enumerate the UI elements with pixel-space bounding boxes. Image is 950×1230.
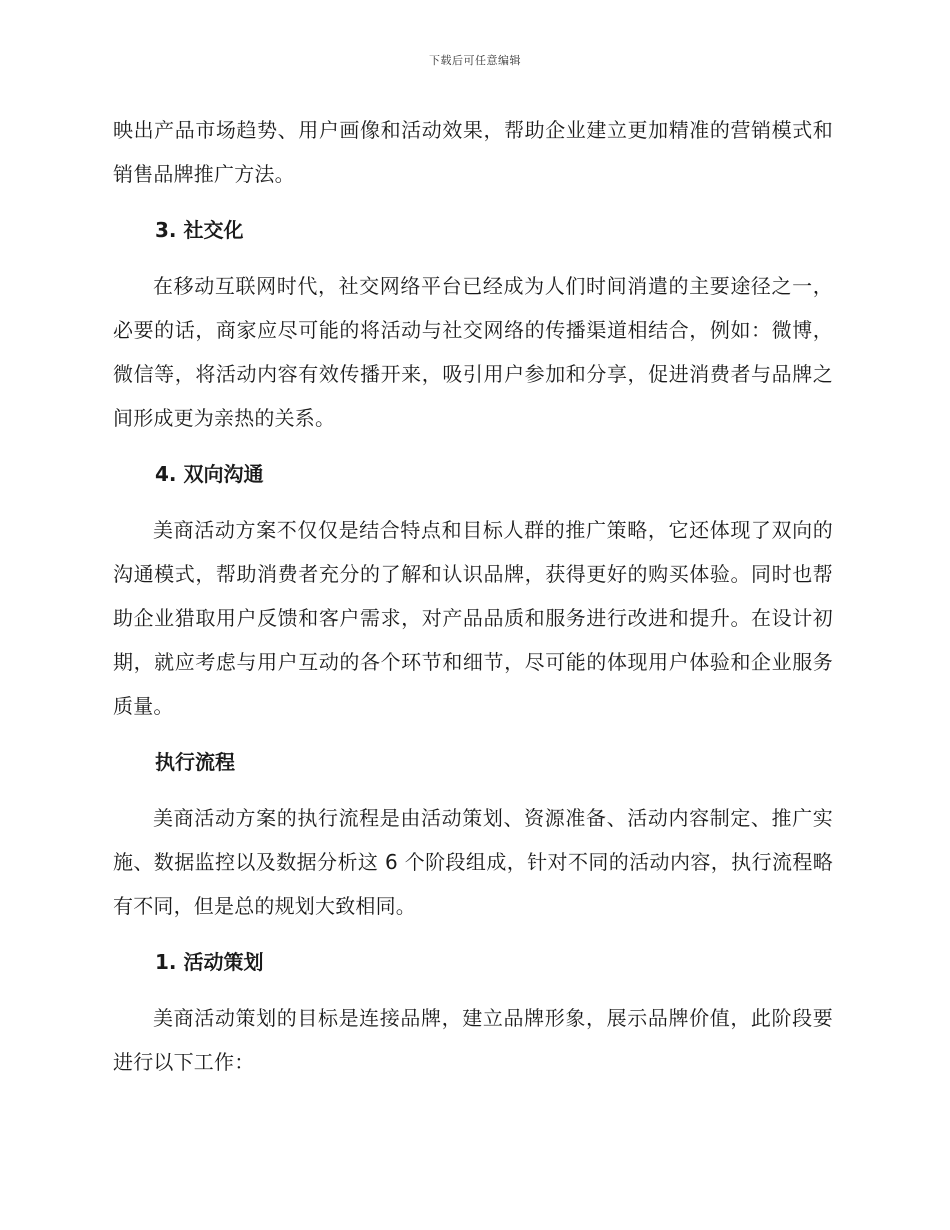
paragraph-process: 美商活动方案的执行流程是由活动策划、资源准备、活动内容制定、推广实施、数据监控以及数据分析这 6 个阶段组成，针对不同的活动内容，执行流程略有不同，但是总的规划大致相同。 xyxy=(113,806,833,918)
heading-process: 执行流程 xyxy=(155,750,235,774)
paragraph-twoway: 美商活动方案不仅仅是结合特点和目标人群的推广策略，它还体现了双向的沟通模式，帮助消费者充分的了解和认识品牌，获得更好的购买体验。同时也帮助企业猎取用户反馈和客户需求，对产品品质和服务进行改进和提升。在设计初期，就应考虑与用户互动的各个环节和细节，尽可能的体现用户体验和企业服务质量。 xyxy=(113,518,833,718)
spacer xyxy=(113,728,833,740)
spacer xyxy=(113,440,833,452)
spacer xyxy=(113,496,833,508)
header-note: 下载后可任意编辑 xyxy=(429,54,521,67)
spacer xyxy=(113,928,833,940)
document-body xyxy=(113,108,833,1084)
spacer xyxy=(113,252,833,264)
paragraph-social: 在移动互联网时代，社交网络平台已经成为人们时间消遣的主要途径之一，必要的话，商家应尽可能的将活动与社交网络的传播渠道相结合，例如：微博，微信等，将活动内容有效传播开来，吸引用户参加和分享，促进消费者与品牌之间形成更为亲热的关系。 xyxy=(113,274,833,430)
spacer xyxy=(113,784,833,796)
heading-social: 3. 社交化 xyxy=(155,218,244,242)
spacer xyxy=(113,196,833,208)
heading-twoway: 4. 双向沟通 xyxy=(155,462,264,486)
spacer xyxy=(113,984,833,996)
paragraph-intro: 映出产品市场趋势、用户画像和活动效果，帮助企业建立更加精准的营销模式和销售品牌推广方法。 xyxy=(113,118,833,186)
paragraph-planning: 美商活动策划的目标是连接品牌，建立品牌形象，展示品牌价值，此阶段要进行以下工作： xyxy=(113,1006,833,1074)
heading-planning: 1. 活动策划 xyxy=(155,950,264,974)
